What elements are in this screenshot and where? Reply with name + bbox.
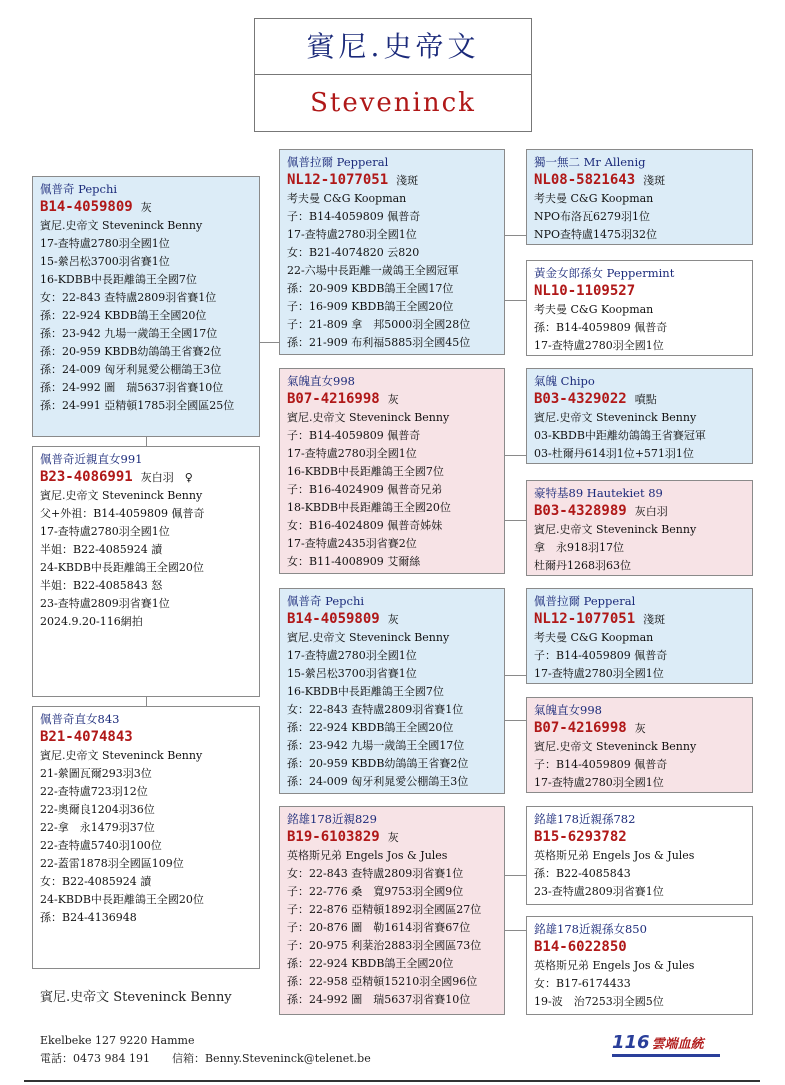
logo-text: 雲端血統 bbox=[651, 1037, 704, 1052]
cloud-pedigree-logo bbox=[612, 1032, 722, 1056]
ring-number: B15-6293782 bbox=[534, 829, 627, 845]
pigeon-name: 黃金女郎孫女 Peppermint bbox=[534, 266, 675, 280]
pigeon-name: 佩普拉爾 Pepperal bbox=[287, 155, 389, 169]
connector-line bbox=[259, 342, 279, 343]
pigeon-color: 灰白羽 bbox=[634, 505, 668, 518]
pigeon-card-gp-782[interactable] bbox=[526, 806, 753, 905]
detail-line: 考夫曼 C&G Koopman bbox=[534, 303, 654, 316]
detail-line: 拿 永918羽17位 bbox=[534, 541, 624, 554]
pigeon-color: 灰 bbox=[140, 201, 152, 214]
detail-line: 子：20-975 利棻治2883羽全國區73位 bbox=[287, 939, 482, 952]
pigeon-color: 灰白羽 ♀ bbox=[140, 471, 193, 484]
pigeon-name: 佩普奇近親直女991 bbox=[40, 452, 143, 466]
detail-line: 孫：20-959 KBDB幼鴿鴿王省賽2位 bbox=[287, 757, 469, 770]
bottom-divider bbox=[24, 1080, 760, 1082]
detail-line: 15-縈呂松3700羽省賽1位 bbox=[287, 667, 417, 680]
pigeon-name: 獨一無二 Mr Allenig bbox=[534, 155, 646, 169]
pigeon-card-sibling-991[interactable] bbox=[32, 446, 260, 697]
pigeon-color: 灰 bbox=[387, 613, 399, 626]
detail-line: 03-杜爾丹614羽1位+571羽1位 bbox=[534, 447, 694, 460]
detail-line: 24-KBDB中長距離鴿王全國20位 bbox=[40, 893, 204, 906]
detail-line: 子：B16-4024909 佩普奇兄弟 bbox=[287, 483, 443, 496]
ring-number: B21-4074843 bbox=[40, 729, 133, 745]
detail-line: 考夫曼 C&G Koopman bbox=[287, 192, 407, 205]
pigeon-card-dam[interactable] bbox=[279, 368, 505, 574]
detail-line: 子：22-876 亞精頓1892羽全國區27位 bbox=[287, 903, 482, 916]
pigeon-name: 銘雄178近親孫女850 bbox=[534, 922, 647, 936]
connector-line bbox=[504, 675, 526, 676]
detail-line: 子：20-876 圖 勒1614羽省賽67位 bbox=[287, 921, 471, 934]
connector-line bbox=[146, 696, 147, 706]
detail-line: 17-查特盧2780羽全國1位 bbox=[40, 237, 170, 250]
pigeon-color: 淺斑 bbox=[643, 174, 666, 187]
detail-line: NPO布洛瓦6279羽1位 bbox=[534, 210, 651, 223]
detail-line: 女：B17-6174433 bbox=[534, 977, 631, 990]
detail-line: 17-查特盧2780羽全國1位 bbox=[534, 776, 664, 789]
detail-line: 孫：24-009 匈牙利晁愛公棚鴿王3位 bbox=[287, 775, 469, 788]
detail-line: 16-KBDB中長距離鴿王全國7位 bbox=[287, 465, 444, 478]
detail-line: 子：B14-4059809 佩普奇 bbox=[534, 758, 668, 771]
detail-line: 杜爾丹1268羽63位 bbox=[534, 559, 631, 572]
pigeon-card-gp-850[interactable] bbox=[526, 916, 753, 1015]
ring-number: B03-4328989 bbox=[534, 503, 627, 519]
ring-number: NL12-1077051 bbox=[287, 172, 389, 188]
detail-line: 24-KBDB中長距離鴿王全國20位 bbox=[40, 561, 204, 574]
pigeon-card-gp-pepperal[interactable] bbox=[526, 588, 753, 684]
title-box bbox=[254, 18, 532, 132]
detail-line: 女：B21-4074820 云820 bbox=[287, 246, 420, 259]
connector-line bbox=[504, 520, 526, 521]
pigeon-card-sibling-843[interactable] bbox=[32, 706, 260, 969]
detail-line: 22-拿 永1479羽37位 bbox=[40, 821, 155, 834]
pigeon-card-gp-chipo[interactable] bbox=[526, 368, 753, 464]
detail-line: 孫：24-992 圖 瑞5637羽省賽10位 bbox=[40, 381, 224, 394]
pigeon-color: 淺斑 bbox=[396, 174, 419, 187]
ring-number: B14-4059809 bbox=[287, 611, 380, 627]
detail-line: 女：22-843 查特盧2809羽省賽1位 bbox=[40, 291, 217, 304]
ring-number: NL08-5821643 bbox=[534, 172, 636, 188]
ring-number: B14-4059809 bbox=[40, 199, 133, 215]
detail-line: 女：B22-4085924 讀 bbox=[40, 875, 152, 888]
pigeon-color: 灰 bbox=[634, 722, 646, 735]
contact-line: 電話：0473 984 191 信箱：Benny.Steveninck@telenet.be bbox=[40, 1052, 371, 1065]
ring-number: B19-6103829 bbox=[287, 829, 380, 845]
detail-line: 英格斯兄弟 Engels Jos & Jules bbox=[287, 849, 448, 862]
pigeon-name: 氣魄 Chipo bbox=[534, 374, 595, 388]
detail-line: 孫：20-959 KBDB幼鴿鴿王省賽2位 bbox=[40, 345, 222, 358]
pigeon-card-dam-843[interactable] bbox=[279, 806, 505, 1015]
logo-underline bbox=[612, 1054, 720, 1057]
pigeon-name: 佩普奇 Pepchi bbox=[287, 594, 365, 608]
detail-line: 孫：B14-4059809 佩普奇 bbox=[534, 321, 668, 334]
connector-line bbox=[504, 235, 526, 236]
pigeon-card-subject[interactable] bbox=[32, 176, 260, 437]
logo-number: 116 bbox=[612, 1032, 650, 1053]
detail-line: 賓尼.史帝文 Steveninck Benny bbox=[534, 523, 697, 536]
detail-line: 孫：22-924 KBDB鴿王全國20位 bbox=[287, 957, 454, 970]
detail-line: 英格斯兄弟 Engels Jos & Jules bbox=[534, 959, 695, 972]
detail-line: 孫：22-958 亞精頓15210羽全國96位 bbox=[287, 975, 478, 988]
ring-number: B23-4086991 bbox=[40, 469, 133, 485]
detail-line: 孫：23-942 九場一歲鴿王全國17位 bbox=[287, 739, 465, 752]
pigeon-card-sire-843[interactable] bbox=[279, 588, 505, 794]
pigeon-name: 銘雄178近親孫782 bbox=[534, 812, 636, 826]
detail-line: 17-查特盧2780羽全國1位 bbox=[534, 667, 664, 680]
detail-line: 17-查特盧2780羽全國1位 bbox=[287, 649, 417, 662]
detail-line: 15-縈呂松3700羽省賽1位 bbox=[40, 255, 170, 268]
detail-line: 賓尼.史帝文 Steveninck Benny bbox=[40, 749, 203, 762]
detail-line: 英格斯兄弟 Engels Jos & Jules bbox=[534, 849, 695, 862]
pigeon-color: 淺斑 bbox=[643, 613, 666, 626]
detail-line: 女：B16-4024809 佩普奇姊妹 bbox=[287, 519, 443, 532]
detail-line: 22-查特盧723羽12位 bbox=[40, 785, 148, 798]
detail-line: 子：B14-4059809 佩普奇 bbox=[534, 649, 668, 662]
pigeon-color: 噴點 bbox=[634, 393, 657, 406]
detail-line: 子：16-909 KBDB鴿王全國20位 bbox=[287, 300, 454, 313]
pigeon-name: 佩普奇直女843 bbox=[40, 712, 120, 726]
connector-line bbox=[504, 930, 526, 931]
detail-line: 女：22-843 查特盧2809羽省賽1位 bbox=[287, 703, 464, 716]
detail-line: 2024.9.20-116網拍 bbox=[40, 615, 143, 628]
detail-line: 17-查特盧2780羽全國1位 bbox=[40, 525, 170, 538]
detail-line: 22-六場中長距離一歲鴿王全國冠軍 bbox=[287, 264, 459, 277]
pigeon-name: 氣魄直女998 bbox=[287, 374, 355, 388]
detail-line: 孫：24-009 匈牙利晁愛公棚鴿王3位 bbox=[40, 363, 222, 376]
address-line: Ekelbeke 127 9220 Hamme bbox=[40, 1034, 195, 1047]
detail-line: 23-查特盧2809羽省賽1位 bbox=[534, 885, 664, 898]
ring-number: B14-6022850 bbox=[534, 939, 627, 955]
detail-line: 賓尼.史帝文 Steveninck Benny bbox=[40, 219, 203, 232]
pigeon-name: 佩普拉爾 Pepperal bbox=[534, 594, 636, 608]
connector-line bbox=[504, 875, 526, 876]
breeder-title-chinese: 賓尼.史帝文 bbox=[255, 19, 531, 75]
detail-line: 17-查特盧2435羽省賽2位 bbox=[287, 537, 417, 550]
detail-line: 孫：20-909 KBDB鴿王全國17位 bbox=[287, 282, 454, 295]
detail-line: 子：B14-4059809 佩普奇 bbox=[287, 429, 421, 442]
detail-line: 19-波 治7253羽全國5位 bbox=[534, 995, 664, 1008]
ring-number: B03-4329022 bbox=[534, 391, 627, 407]
detail-line: 子：21-809 拿 邦5000羽全國28位 bbox=[287, 318, 471, 331]
detail-line: 賓尼.史帝文 Steveninck Benny bbox=[287, 411, 450, 424]
detail-line: 18-KBDB中長距離鴿王全國20位 bbox=[287, 501, 451, 514]
connector-line bbox=[504, 720, 526, 721]
pigeon-card-gp-998[interactable] bbox=[526, 697, 753, 793]
detail-line: 16-KDBB中長距離鴿王全國7位 bbox=[40, 273, 197, 286]
pigeon-card-gp-peppermint[interactable] bbox=[526, 260, 753, 356]
detail-line: 女：B11-4008909 艾爾絲 bbox=[287, 555, 421, 568]
detail-line: 賓尼.史帝文 Steveninck Benny bbox=[534, 411, 697, 424]
pigeon-name: 豪特基89 Hautekiet 89 bbox=[534, 486, 663, 500]
ring-number: NL10-1109527 bbox=[534, 283, 636, 299]
connector-line bbox=[504, 455, 526, 456]
detail-line: 子：22-776 桑 寬9753羽全國9位 bbox=[287, 885, 464, 898]
detail-line: NPO查特盧1475羽32位 bbox=[534, 228, 658, 241]
detail-line: 23-查特盧2809羽省賽1位 bbox=[40, 597, 170, 610]
pigeon-card-gp-allenig[interactable] bbox=[526, 149, 753, 245]
connector-line bbox=[146, 436, 147, 446]
detail-line: 孫：B22-4085843 bbox=[534, 867, 631, 880]
detail-line: 半姐：B22-4085843 怒 bbox=[40, 579, 163, 592]
pigeon-name: 氣魄直女998 bbox=[534, 703, 602, 717]
pigeon-color: 灰 bbox=[387, 831, 399, 844]
detail-line: 孫：22-924 KBDB鴿王全國20位 bbox=[287, 721, 454, 734]
detail-line: 孫：24-992 圖 瑞5637羽省賽10位 bbox=[287, 993, 471, 1006]
detail-line: 17-查特盧2780羽全國1位 bbox=[287, 447, 417, 460]
connector-line bbox=[504, 300, 526, 301]
detail-line: 22-蓋雷1878羽全國區109位 bbox=[40, 857, 184, 870]
pigeon-card-gp-hautekiet[interactable] bbox=[526, 480, 753, 576]
detail-line: 17-查特盧2780羽全國1位 bbox=[534, 339, 664, 352]
detail-line: 孫：21-909 布利福5885羽全國45位 bbox=[287, 336, 471, 349]
detail-line: 孫：23-942 九場一歲鴿王全國17位 bbox=[40, 327, 218, 340]
detail-line: 03-KBDB中距離幼鴿鴿王省賽冠軍 bbox=[534, 429, 706, 442]
detail-line: 孫：B24-4136948 bbox=[40, 911, 137, 924]
detail-line: 22-奧爾良1204羽36位 bbox=[40, 803, 155, 816]
detail-line: 21-縈圖瓦爾293羽3位 bbox=[40, 767, 152, 780]
contact-info bbox=[40, 1032, 371, 1068]
detail-line: 17-查特盧2780羽全國1位 bbox=[287, 228, 417, 241]
pigeon-name: 銘雄178近親829 bbox=[287, 812, 377, 826]
detail-line: 半姐：B22-4085924 讀 bbox=[40, 543, 163, 556]
detail-line: 女：22-843 查特盧2809羽省賽1位 bbox=[287, 867, 464, 880]
detail-line: 考夫曼 C&G Koopman bbox=[534, 192, 654, 205]
pigeon-card-sire[interactable] bbox=[279, 149, 505, 355]
detail-line: 父+外祖：B14-4059809 佩普奇 bbox=[40, 507, 205, 520]
detail-line: 賓尼.史帝文 Steveninck Benny bbox=[287, 631, 450, 644]
breeder-title-english: Steveninck bbox=[310, 88, 476, 118]
ring-number: B07-4216998 bbox=[287, 391, 380, 407]
detail-line: 16-KBDB中長距離鴿王全國7位 bbox=[287, 685, 444, 698]
detail-line: 賓尼.史帝文 Steveninck Benny bbox=[534, 740, 697, 753]
detail-line: 賓尼.史帝文 Steveninck Benny bbox=[40, 489, 203, 502]
breeder-signature: 賓尼.史帝文 Steveninck Benny bbox=[40, 990, 232, 1005]
detail-line: 孫：22-924 KBDB鴿王全國20位 bbox=[40, 309, 207, 322]
detail-line: 22-查特盧5740羽100位 bbox=[40, 839, 162, 852]
detail-line: 子：B14-4059809 佩普奇 bbox=[287, 210, 421, 223]
pigeon-color: 灰 bbox=[387, 393, 399, 406]
detail-line: 孫：24-991 亞精頓1785羽全國區25位 bbox=[40, 399, 235, 412]
detail-line: 考夫曼 C&G Koopman bbox=[534, 631, 654, 644]
ring-number: NL12-1077051 bbox=[534, 611, 636, 627]
ring-number: B07-4216998 bbox=[534, 720, 627, 736]
pigeon-name: 佩普奇 Pepchi bbox=[40, 182, 118, 196]
